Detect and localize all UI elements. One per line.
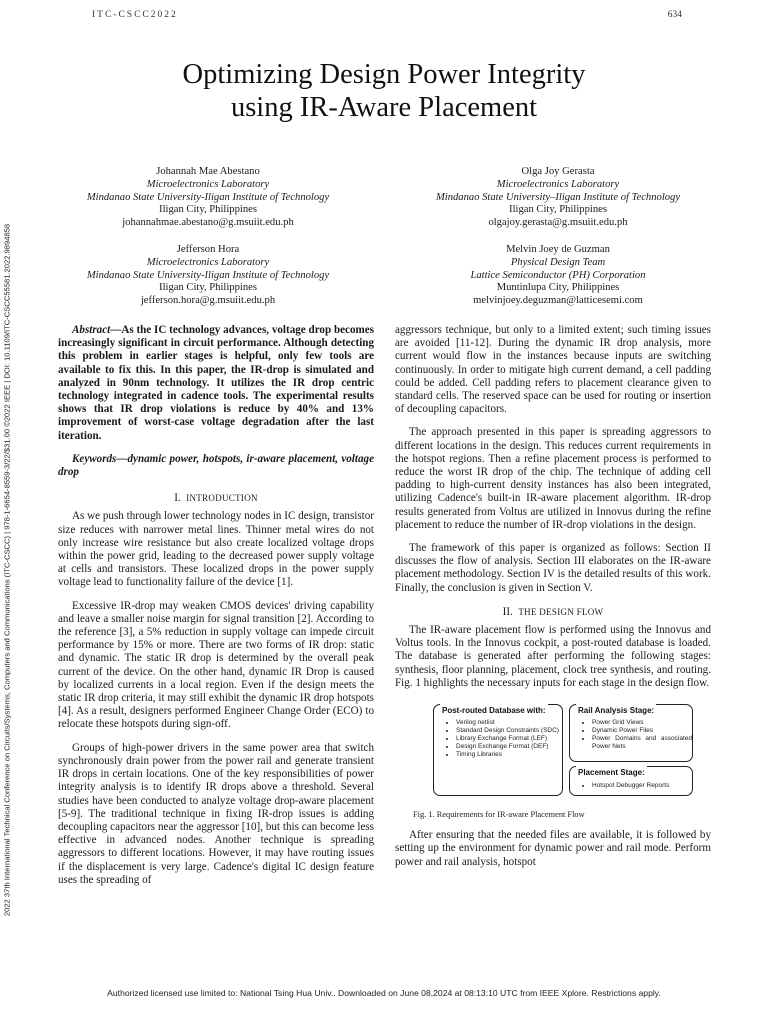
figure-1 [395, 704, 711, 802]
list-item: • Power Domains and associated Power Nets [592, 735, 692, 751]
author-name: Jefferson Hora [176, 244, 240, 255]
figure-box-placement [569, 766, 693, 796]
figure-box-title: Rail Analysis Stage: [576, 704, 656, 717]
title-line-1: Optimizing Design Power Integrity [182, 59, 586, 90]
abstract: Abstract—As the IC technology advances, voltage drop becomes increasingly significant in circuit performance. Although detecting this problem in earlier stages is helpful, only few tools are available to fix this. In this paper, the IR-drop is simulated and analyzed in 90nm technology. It utilizes the IR drop centric technology integrated in cadence tools. The experimental results shows that IR drop violations is reduce by 40% and 13% improvement of worst-case voltage degradation after the last iteration. [58, 324, 374, 442]
paper-title [0, 58, 768, 124]
paragraph: The framework of this paper is organized as follows: Section II discusses the flow of analysis. Section III elaborates on the IR-aware placement methodology. Section IV is the detailed results of this work. Finally, the conclusion is given in Section V. [395, 542, 711, 594]
author-dept: Physical Design Team [510, 256, 606, 268]
author-dept: Microelectronics Laboratory [146, 178, 270, 190]
author-city: Iligan City, Philippines [159, 282, 257, 294]
figure-box-list [570, 782, 692, 790]
abstract-text: As the IC technology advances, voltage drop becomes increasingly significant in circuit performance. Although detecting this problem in earlier stages is helpful, only few tools are available to fix this. In this paper, the IR-drop is simulated and analyzed in 90nm technology. It utilizes the IR drop centric technology integrated in cadence tools. The experimental results shows that IR drop violations is reduce by 40% and 13% improvement of worst-case voltage degradation after the last iteration. [58, 324, 374, 442]
author-email[interactable]: jefferson.hora@g.msuiit.edu.ph [140, 295, 276, 307]
list-item: • Verilog netlist [456, 719, 562, 727]
author-dept: Microelectronics Laboratory [146, 256, 270, 268]
author-name: Olga Joy Gerasta [521, 166, 595, 177]
page-number: 634 [667, 10, 682, 20]
doi-sidebar [0, 160, 22, 980]
figure-caption: Fig. 1. Requirements for IR-aware Placement Flow [413, 810, 585, 820]
author-block [393, 166, 723, 230]
paragraph: The IR-aware placement flow is performed using the Innovus and Voltus tools. In the Innovus cockpit, a post-routed database is loaded. The database is generated after performing the following stages: synthesis, floor planning, placement, clock tree synthesis, and routing. Fig. 1 highlights the necessary inputs for each stage in the design flow. [395, 624, 711, 689]
author-name: Johannah Mae Abestano [156, 166, 260, 177]
list-item: • Library Exchange Format (LEF) [456, 735, 562, 743]
right-column [395, 324, 711, 869]
author-block [43, 166, 373, 230]
paragraph: The approach presented in this paper is spreading aggressors to different locations in the design. This reduces current requirements in the hotspot regions. Then a refine placement process is performed to reduce the worst IR drop of the chip. The technique of adding cell padding to high-current density instances has also been integrated, utilizing Cadence's built-in IR-aware placement algorithm. IR-drop results generated from Voltus are utilized in Innovus during the refine placement to reduce the number of IR-drop violations in the design. [395, 426, 711, 531]
paragraph: After ensuring that the needed files are available, it is followed by setting up the environment for dynamic power and rail mode. Perform power and rail analysis, hotspot [395, 829, 711, 868]
author-email[interactable]: johannahmae.abestano@g.msuiit.edu.ph [122, 217, 294, 229]
title-line-2: using IR-Aware Placement [230, 92, 538, 123]
figure-box-rail-analysis [569, 704, 693, 762]
list-item: • Power Grid Views [592, 719, 692, 727]
figure-box-title: Placement Stage: [576, 766, 647, 779]
section-heading-introduction: I. INTRODUCTION [174, 492, 258, 505]
keywords-label: Keywords [72, 452, 117, 465]
author-institution: Mindanao State University-Iligan Institute of Technology [86, 269, 330, 281]
list-item: • Design Exchange Format (DEF) [456, 743, 562, 751]
list-item: • Standard Design Constraints (SDC) [456, 727, 562, 735]
keywords: Keywords—dynamic power, hotspots, ir-aware placement, voltage drop [58, 452, 374, 479]
author-email[interactable]: melvinjoey.deguzman@latticesemi.com [473, 295, 643, 307]
figure-box-list [570, 719, 692, 751]
license-footer: Authorized licensed use limited to: National Tsing Hua Univ.. Downloaded on June 08,2024 at 08:13:10 UTC from IEEE Xplore. Restrictions apply. [107, 988, 661, 998]
paragraph: Excessive IR-drop may weaken CMOS devices' driving capability and leave a smaller noise margin for signal transition [2]. According to the reference [3], a 5% reduction in supply voltage can impede circuit performance by 15% or more. There are two forms of IR drop: static and dynamic. The static IR drop is determined by the overall peak current of the device. On the other hand, dynamic IR Drop is caused by localized currents in a local region. Even if the design meets the static IR drop criteria, it may still exhibit the dynamic IR drop hotspots [4]. As a result, designers performed Engineer Change Order (ECO) to relocate these hotspots during sign-off. [58, 599, 374, 731]
figure-box-title: Post-routed Database with: [440, 704, 548, 717]
author-city: Iligan City, Philippines [509, 204, 607, 216]
list-item: • Dynamic Power Files [592, 727, 692, 735]
author-email[interactable]: olgajoy.gerasta@g.msuiit.edu.ph [488, 217, 628, 229]
left-column [58, 324, 374, 887]
author-city: Iligan City, Philippines [159, 204, 257, 216]
keywords-text: dynamic power, hotspots, ir-aware placement, voltage drop [58, 452, 374, 479]
section-heading-design-flow: II. THE DESIGN FLOW [502, 605, 604, 618]
figure-box-database [433, 704, 563, 796]
author-city: Muntinlupa City, Philippines [496, 282, 620, 294]
doi-sidebar-text: 2022 37th International Technical Conference on Circuits/Systems, Computers and Communications (ITC-CSCC) | 978-1-6654-8559-3/22/$31.00 ©2022 IEEE | DOI: 10.1109/ITC-CSCC55581.2022.9894858 [2, 223, 12, 917]
conference-header: ITC-CSCC2022 [92, 10, 178, 20]
list-item: • Timing Libraries [456, 751, 562, 759]
author-dept: Microelectronics Laboratory [496, 178, 620, 190]
figure-box-list [434, 719, 562, 759]
list-item: • Hotspot Debugger Reports [592, 782, 692, 790]
paragraph: As we push through lower technology nodes in IC design, transistor size reduces with narrower metal lines. Thinner metal wires do not only increase wire resistance but also create localized voltage drops within the power grid, leading to the decreased power supply voltage at cells and transistors. These localized drops in the power supply voltage lead to functionality failure of the device [1]. [58, 510, 374, 589]
author-institution: Mindanao State University–Iligan Institute of Technology [435, 191, 681, 203]
author-institution: Mindanao State University-Iligan Institute of Technology [86, 191, 330, 203]
author-name: Melvin Joey de Guzman [506, 244, 610, 255]
paragraph: Groups of high-power drivers in the same power area that switch synchronously drain power from the power rail and generate transient IR drops in certain locations. One of the key responsibilities of power integrity analysis is to identify IR drops above a threshold. Several studies have been conducted to analyze voltage drop-aware placement [5-9]. The traditional technique in fixing IR-drop issues is adding decoupling capacitors near the aggressor [10], but this can become less effective in advanced nodes. Another technique is spreading aggressors to different locations. However, it may have routing issues if the displacement is very large. Cadence's digital IC design feature uses the spreading of [58, 741, 374, 886]
author-institution: Lattice Semiconductor (PH) Corporation [470, 269, 646, 281]
author-block [393, 244, 723, 308]
paragraph: aggressors technique, but only to a limited extent; such timing issues are avoided [11-12]. During the dynamic IR drop analysis, more current would flow in the instances because inputs are switching continuously. In order to mitigate high current demand, a cell padding could be added. Cell padding refers to placement clearance given to standard cells. The reserved space can be used for routing or insertion of decoupling capacitors. [395, 324, 711, 416]
abstract-label: Abstract [72, 324, 111, 336]
author-block [43, 244, 373, 308]
